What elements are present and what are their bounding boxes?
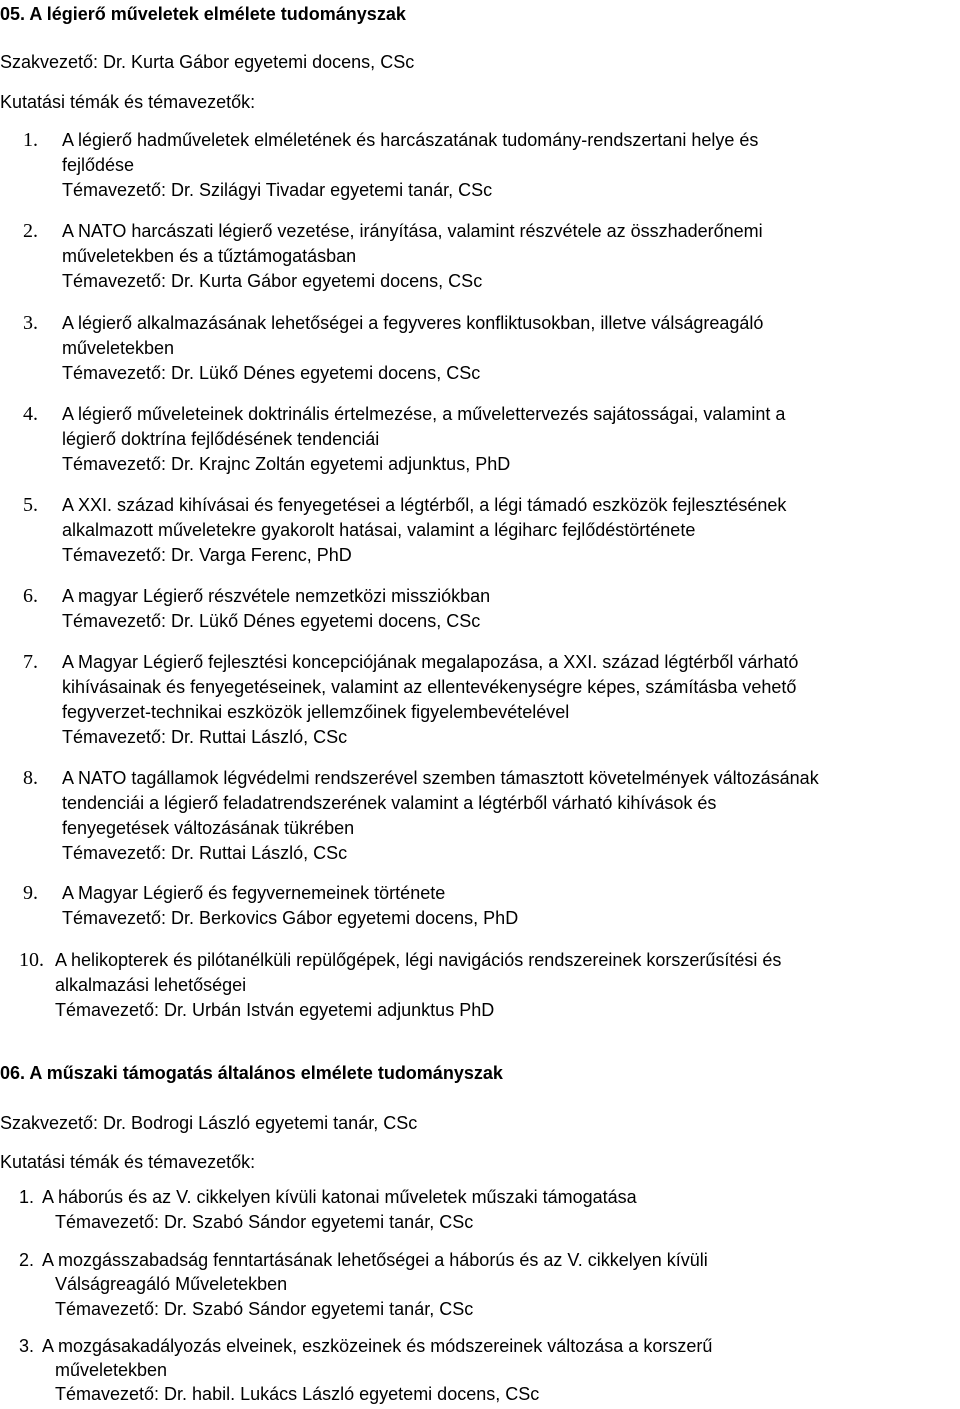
topic-title: A légierő műveleteinek doktrinális értelmezése, a művelettervezés sajátosságai, valamint a	[62, 404, 786, 424]
topic-title: A NATO tagállamok légvédelmi rendszerével szemben támasztott követelmények változásának	[62, 768, 819, 788]
topic-number: 1.	[23, 129, 38, 151]
topic-number: 2.	[23, 220, 38, 242]
section-title: 06. A műszaki támogatás általános elmélete tudományszak	[0, 1063, 503, 1083]
topic-title: A Magyar Légierő fejlesztési koncepciójának megalapozása, a XXI. század légtérből várható	[62, 652, 799, 672]
topic-title: műveletekben és a tűztámogatásban	[62, 246, 357, 266]
topic-number: 8.	[23, 767, 38, 789]
topic-number: 4.	[23, 403, 38, 425]
topic-supervisor: Témavezető: Dr. Varga Ferenc, PhD	[62, 545, 352, 565]
topic-supervisor: Témavezető: Dr. Lükő Dénes egyetemi docens, CSc	[62, 363, 481, 383]
topic-supervisor: Témavezető: Dr. Szabó Sándor egyetemi tanár, CSc	[55, 1299, 474, 1319]
topic-number: 10.	[19, 949, 44, 971]
topic-supervisor: Témavezető: Dr. Szilágyi Tivadar egyetemi tanár, CSc	[62, 180, 493, 200]
topic-title: A helikopterek és pilótanélküli repülőgépek, légi navigációs rendszereinek korszerűsítési és	[55, 950, 782, 970]
topics-label: Kutatási témák és témavezetők:	[0, 1152, 256, 1172]
topic-number: 1.	[19, 1187, 35, 1207]
topic-supervisor: Témavezető: Dr. habil. Lukács László egyetemi docens, CSc	[55, 1384, 540, 1404]
topic-title: A háborús és az V. cikkelyen kívüli katonai műveletek műszaki támogatása	[42, 1187, 637, 1207]
section-leader: Szakvezető: Dr. Bodrogi László egyetemi tanár, CSc	[0, 1113, 418, 1133]
topic-title: alkalmazási lehetőségei	[55, 975, 247, 995]
topic-title: alkalmazott műveletekre gyakorolt hatásai, valamint a légiharc fejlődéstörténete	[62, 520, 696, 540]
topic-title: kihívásainak és fenyegetéseinek, valamint az ellentevékenységre képes, számításba vehető	[62, 677, 797, 697]
topic-supervisor: Témavezető: Dr. Urbán István egyetemi adjunktus PhD	[55, 1000, 495, 1020]
topic-number: 9.	[23, 882, 38, 904]
topic-number: 5.	[23, 494, 38, 516]
topic-supervisor: Témavezető: Dr. Lükő Dénes egyetemi docens, CSc	[62, 611, 481, 631]
topic-title: A mozgásakadályozás elveinek, eszközeinek és módszereinek változása a korszerű	[42, 1336, 713, 1356]
topic-supervisor: Témavezető: Dr. Berkovics Gábor egyetemi docens, PhD	[62, 908, 519, 928]
topic-title: A XXI. század kihívásai és fenyegetései a légtérből, a légi támadó eszközök fejlesztésének	[62, 495, 787, 515]
topic-title: légierő doktrína fejlődésének tendenciái	[62, 429, 380, 449]
topic-title: Válságreagáló Műveletekben	[55, 1274, 288, 1294]
topic-title: fenyegetések változásának tükrében	[62, 818, 355, 838]
topic-title: A mozgásszabadság fenntartásának lehetőségei a háborús és az V. cikkelyen kívüli	[42, 1250, 708, 1270]
section-leader: Szakvezető: Dr. Kurta Gábor egyetemi docens, CSc	[0, 52, 415, 72]
topic-supervisor: Témavezető: Dr. Kurta Gábor egyetemi docens, CSc	[62, 271, 483, 291]
topic-number: 6.	[23, 585, 38, 607]
topic-title: műveletekben	[55, 1360, 168, 1380]
topic-title: A légierő hadműveletek elméletének és harcászatának tudomány-rendszertani helye és	[62, 130, 759, 150]
topic-title: A légierő alkalmazásának lehetőségei a fegyveres konfliktusokban, illetve válságreagáló	[62, 313, 764, 333]
topic-title: tendenciái a légierő feladatrendszerének valamint a légtérből várható kihívások és	[62, 793, 717, 813]
topic-number: 7.	[23, 651, 38, 673]
topic-title: fejlődése	[62, 155, 135, 175]
section-title: 05. A légierő műveletek elmélete tudományszak	[0, 4, 406, 24]
topic-title: fegyverzet-technikai eszközök jellemzőinek figyelembevételével	[62, 702, 570, 722]
topic-title: A Magyar Légierő és fegyvernemeinek története	[62, 883, 446, 903]
topic-supervisor: Témavezető: Dr. Ruttai László, CSc	[62, 727, 348, 747]
topic-title: A NATO harcászati légierő vezetése, irányítása, valamint részvétele az összhaderőnemi	[62, 221, 763, 241]
topics-label: Kutatási témák és témavezetők:	[0, 92, 256, 112]
topic-number: 3.	[19, 1336, 35, 1356]
topic-number: 2.	[19, 1250, 35, 1270]
topic-title: A magyar Légierő részvétele nemzetközi missziókban	[62, 586, 491, 606]
topic-title: műveletekben	[62, 338, 175, 358]
topic-number: 3.	[23, 312, 38, 334]
topic-supervisor: Témavezető: Dr. Szabó Sándor egyetemi tanár, CSc	[55, 1212, 474, 1232]
topic-supervisor: Témavezető: Dr. Krajnc Zoltán egyetemi adjunktus, PhD	[62, 454, 511, 474]
topic-supervisor: Témavezető: Dr. Ruttai László, CSc	[62, 843, 348, 863]
